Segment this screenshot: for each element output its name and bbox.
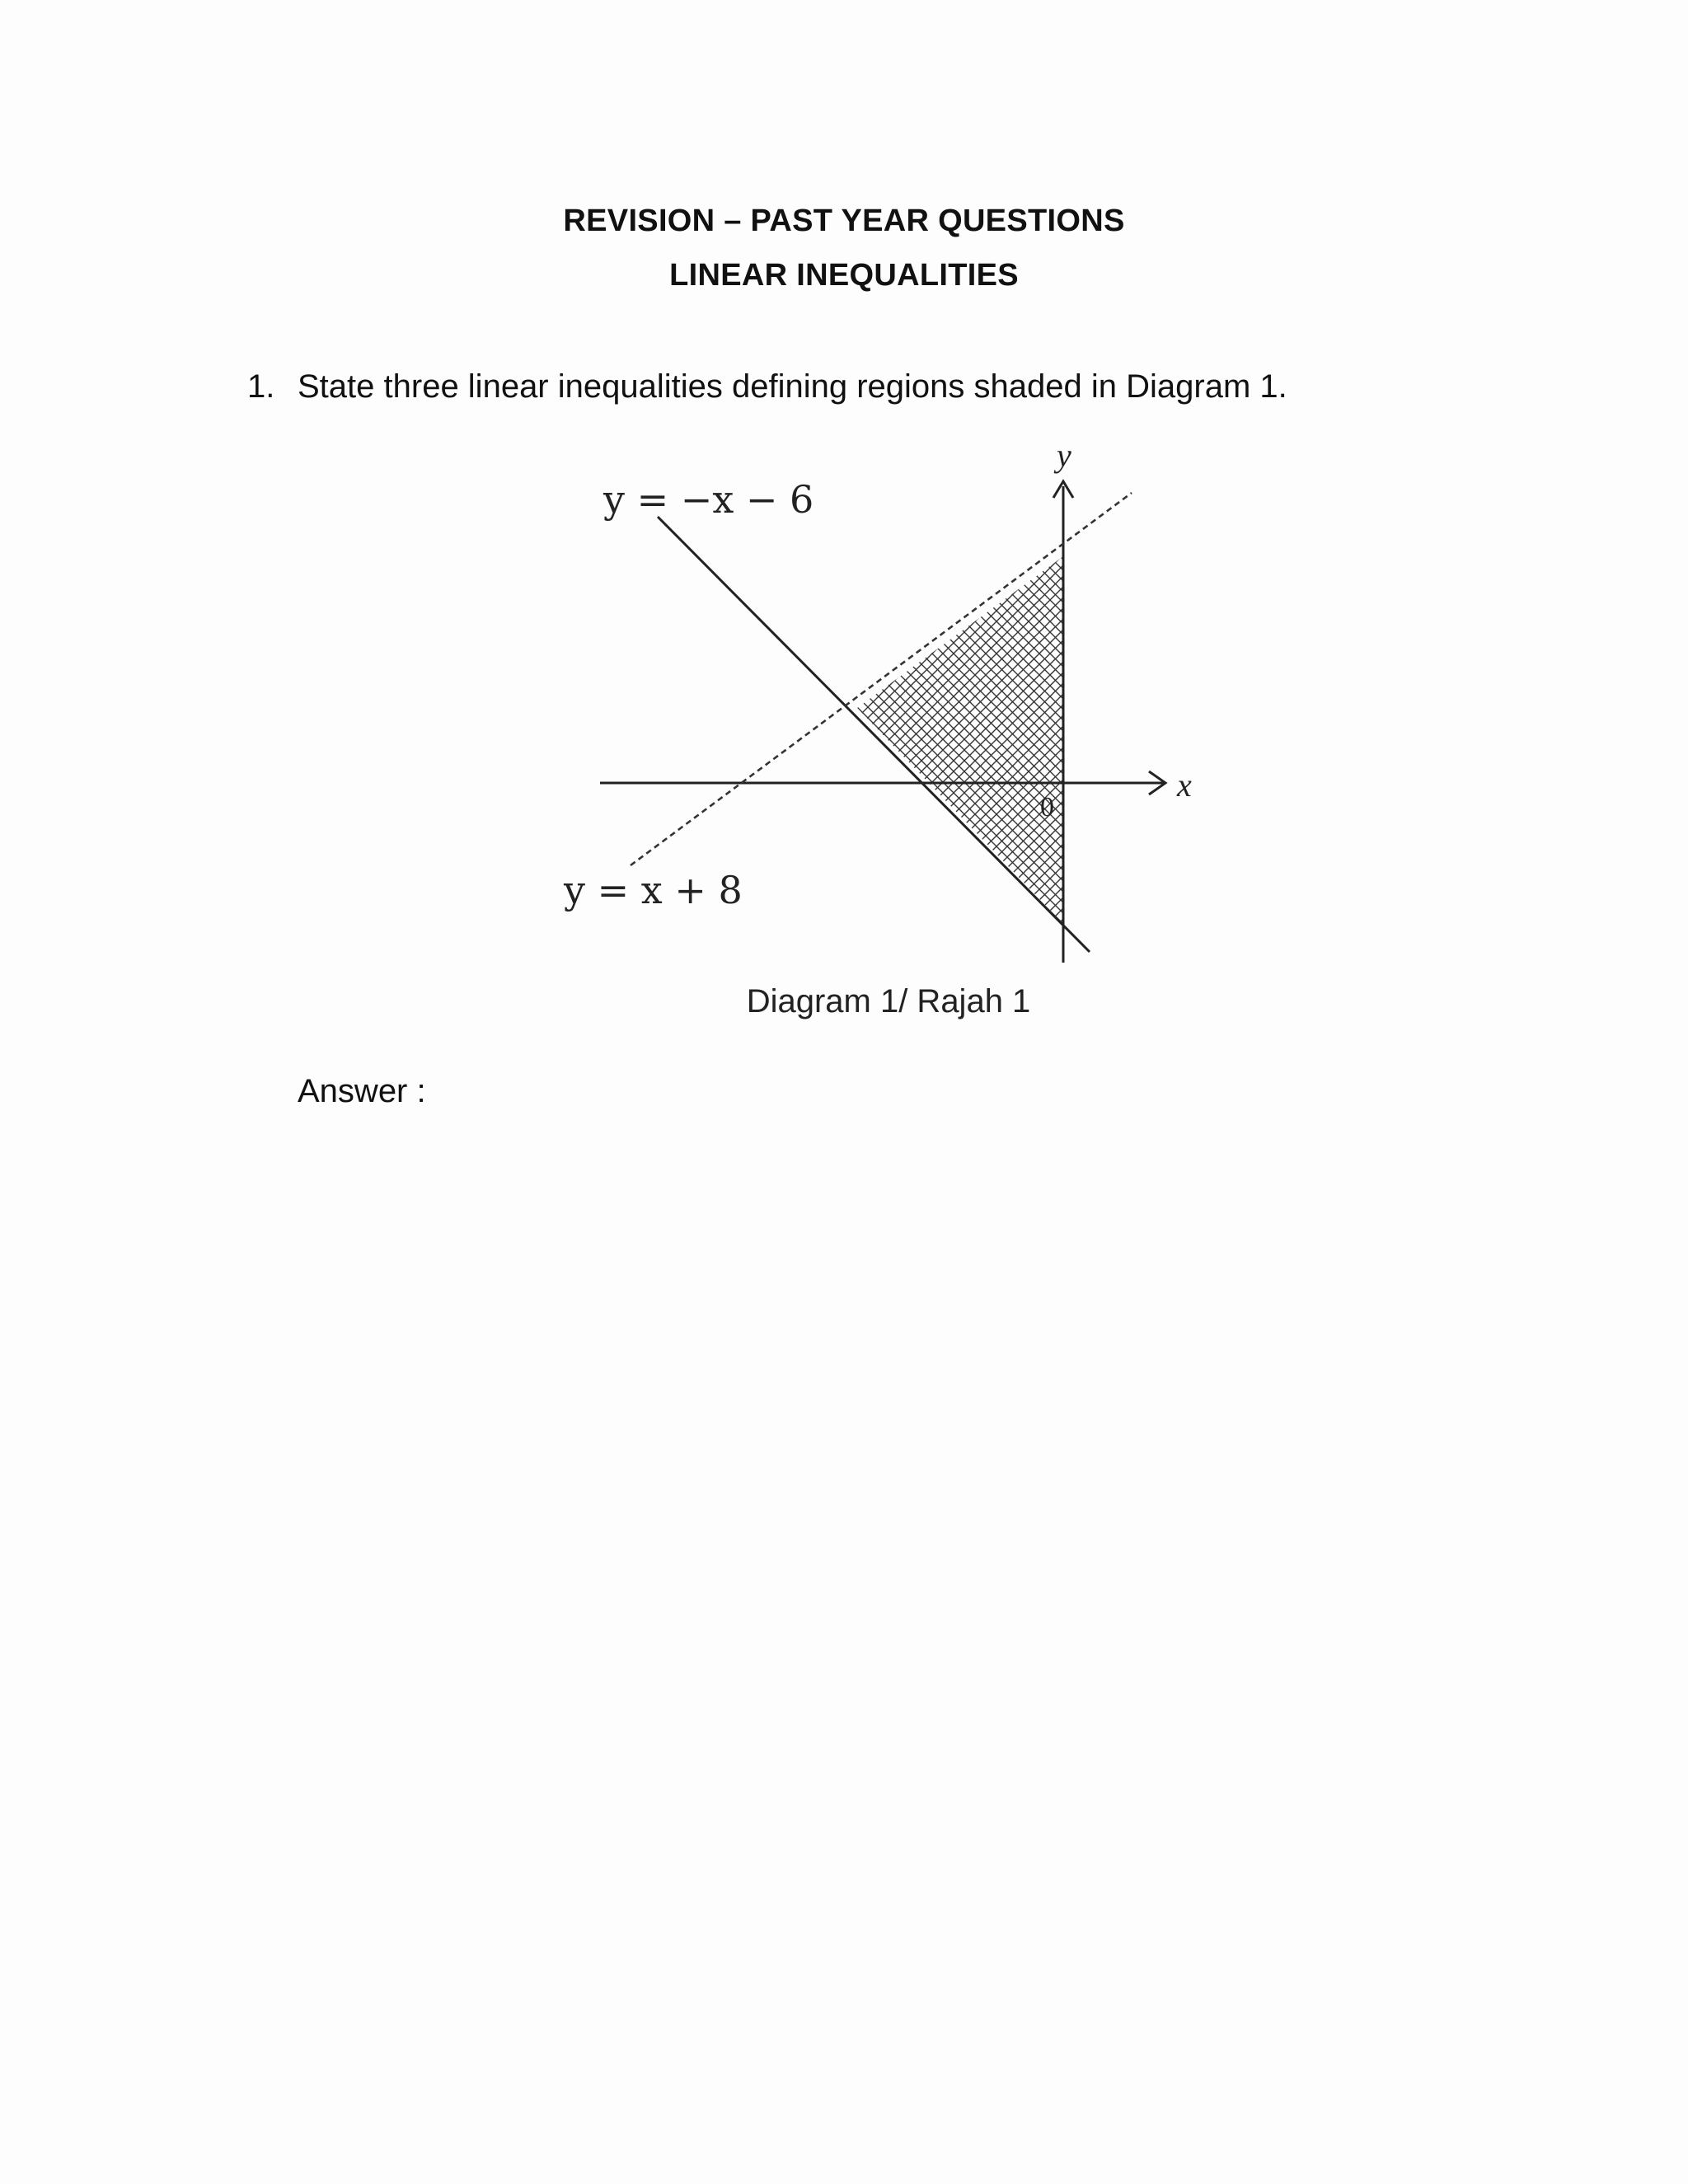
y-axis-label: y [1057,437,1071,474]
question-number: 1. [247,368,275,405]
page-title: REVISION – PAST YEAR QUESTIONS [563,204,1125,238]
line1-label: y = −x − 6 [603,477,814,522]
line2-label: y = x + 8 [564,868,743,912]
x-axis-label: x [1177,766,1192,804]
answer-label: Answer : [298,1073,426,1109]
page-subtitle: LINEAR INEQUALITIES [669,258,1019,293]
question-text: State three linear inequalities defining regions shaded in Diagram 1. [298,368,1287,405]
shaded-region [857,556,1063,924]
diagram-caption: Diagram 1/ Rajah 1 [746,983,1031,1019]
origin-label: 0 [1040,792,1054,823]
